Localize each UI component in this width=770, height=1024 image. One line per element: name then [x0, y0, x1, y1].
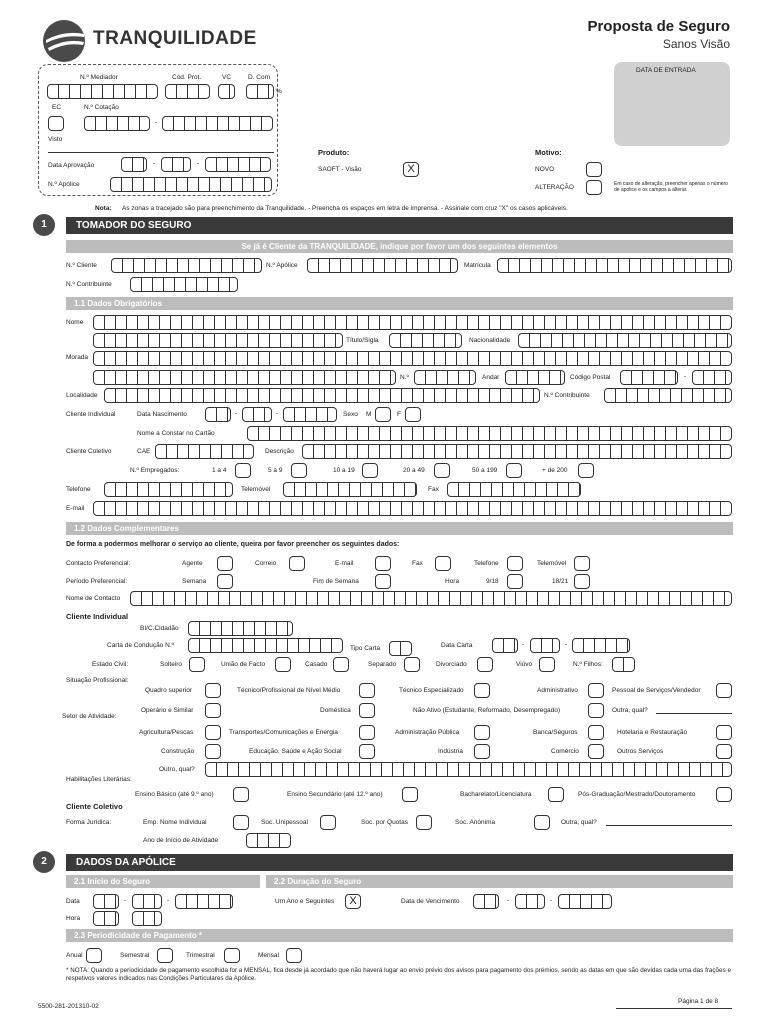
- soc-anonima-label: Soc. Anónima: [455, 819, 496, 826]
- n-contribuinte-label: N.º Contribuinte: [66, 281, 112, 288]
- ensino-sec-checkbox[interactable]: [402, 787, 418, 802]
- contacto-telemovel-checkbox[interactable]: [574, 556, 590, 571]
- aprovacao-year[interactable]: [205, 157, 271, 172]
- section-number: 1: [33, 214, 55, 236]
- mediador-label: N.º Mediador: [80, 74, 118, 81]
- inicio-bar: 2.1 Início do Seguro: [66, 875, 260, 888]
- casado-label: Casado: [305, 661, 328, 668]
- emp-2-label: 5 a 9: [268, 467, 283, 474]
- contacto-telefone-checkbox[interactable]: [507, 556, 523, 571]
- ec-field[interactable]: [48, 116, 64, 131]
- footer-line: [616, 1008, 732, 1009]
- semana-checkbox[interactable]: [217, 574, 233, 589]
- educacao-label: Educação, Saúde e Ação Social: [249, 748, 342, 755]
- andar-field[interactable]: [505, 370, 565, 385]
- nome-field-2[interactable]: [93, 333, 343, 348]
- hotelaria-label: Hotelaria e Restauração: [617, 729, 688, 736]
- telefone-label: Telefone: [66, 486, 91, 493]
- trimestral-checkbox[interactable]: [224, 948, 240, 963]
- contacto-fax-checkbox[interactable]: [435, 556, 451, 571]
- contacto-fax-label: Fax: [412, 560, 423, 567]
- inicio-month[interactable]: [132, 894, 162, 909]
- solteiro-label: Solteiro: [160, 661, 183, 668]
- d-com-field[interactable]: [246, 84, 274, 99]
- periodo-pref-label: Período Preferencial:: [66, 578, 128, 585]
- anual-checkbox[interactable]: [86, 948, 102, 963]
- produto-value: SAOFT - Visão: [318, 166, 362, 173]
- compl-bar: 1.2 Dados Complementares: [66, 522, 733, 535]
- nome-cartao-field[interactable]: [247, 426, 732, 441]
- inicio-day[interactable]: [93, 894, 119, 909]
- aprovacao-day[interactable]: [121, 157, 147, 172]
- agente-label: Agente: [182, 560, 203, 567]
- data-nascimento-label: Data Nascimento: [137, 411, 187, 418]
- soc-unipessoal-label: Soc. Unipessoal: [261, 819, 308, 826]
- emp-nome-label: Emp. Nome Individual: [143, 819, 207, 826]
- contacto-email-label: E-mail: [335, 560, 354, 567]
- nacionalidade-label: Nacionalidade: [469, 337, 511, 344]
- dash: -: [550, 897, 553, 904]
- agricultura-label: Agricultura/Pescas: [139, 729, 194, 736]
- semestral-label: Semestral: [120, 952, 150, 959]
- adm-publica-label: Administração Pública: [395, 729, 460, 736]
- data-aprovacao-label: Data Aprovação: [48, 162, 95, 169]
- entry-date-box: [614, 62, 730, 146]
- nota-text: * NOTA: Quando a periodicidade de pagamento escolhida for a MENSAL, fica desde já acordado que não haverá lugar ao envio prévio dos avisos para pagamento dos prémios, sendo as datas em que são devidas cada uma das frações e respetivos valores indicados nas Condições Particulares da Apólice.: [66, 967, 731, 982]
- filhos-field[interactable]: [612, 657, 635, 672]
- outra-qual-label: Outra, qual?: [612, 707, 648, 714]
- uniao-checkbox[interactable]: [275, 657, 291, 672]
- emp-3-checkbox[interactable]: [362, 463, 378, 478]
- estado-civil-label: Estado Civil:: [92, 661, 129, 668]
- n-cliente-label: N.º Cliente: [66, 262, 97, 269]
- separado-label: Separado: [368, 661, 397, 668]
- educacao-checkbox[interactable]: [359, 744, 375, 759]
- separado-checkbox[interactable]: [404, 657, 420, 672]
- section-number: 2: [33, 851, 55, 873]
- contacto-email-checkbox[interactable]: [375, 556, 391, 571]
- obrig-bar: 1.1 Dados Obrigatórios: [66, 297, 733, 310]
- cae-label: CAE: [137, 448, 151, 455]
- compl-intro: De forma a podermos melhorar o serviço ao cliente, queira por favor preencher os seguintes dados:: [66, 541, 400, 548]
- banca-label: Banca/Seguros: [533, 729, 578, 736]
- ensino-basico-label: Ensino Básico (até 9.º ano): [135, 791, 214, 798]
- soc-unipessoal-checkbox[interactable]: [320, 815, 336, 830]
- cod-prot-field[interactable]: [165, 84, 210, 99]
- page-subtitle: Sanos Visão: [662, 37, 730, 51]
- tecnico-medio-label: Técnico/Profissional de Nível Médio: [237, 687, 341, 694]
- nome-contacto-field[interactable]: [130, 591, 732, 606]
- comercio-checkbox[interactable]: [588, 744, 604, 759]
- fim-semana-label: Fim de Semana: [313, 578, 359, 585]
- matricula-label: Matrícula: [464, 262, 491, 269]
- pos-grad-label: Pós-Graduação/Mestrado/Doutoramento: [578, 791, 696, 798]
- dash: -: [522, 641, 525, 648]
- emp-1-label: 1 a 4: [212, 467, 227, 474]
- ensino-sec-label: Ensino Secundário (até 12.º ano): [287, 791, 383, 798]
- vencimento-year[interactable]: [558, 894, 612, 909]
- um-ano-checkbox[interactable]: X: [345, 894, 361, 909]
- construcao-checkbox[interactable]: [205, 744, 221, 759]
- viuvo-label: Viúvo: [516, 661, 533, 668]
- telefone-field[interactable]: [104, 482, 233, 497]
- hora-1-checkbox[interactable]: [507, 574, 523, 589]
- brand-name: TRANQUILIDADE: [93, 28, 257, 49]
- descricao-label: Descrição: [265, 448, 294, 455]
- nasc-day[interactable]: [205, 407, 231, 422]
- cotacao-label: N.º Cotação: [84, 104, 119, 111]
- ensino-basico-checkbox[interactable]: [233, 787, 249, 802]
- contribuinte-label: N.º Contribuinte: [544, 392, 590, 399]
- quadro-label: Quadro superior: [145, 687, 192, 694]
- codigo-postal-label: Código Postal: [570, 374, 611, 381]
- email-field[interactable]: [93, 501, 732, 516]
- email-label: E-mail: [66, 505, 85, 512]
- descricao-field[interactable]: [302, 444, 732, 459]
- sexo-m-label: M: [366, 411, 372, 418]
- motivo-label: Motivo:: [535, 148, 562, 157]
- mensal-label: Mensal: [258, 952, 279, 959]
- correio-label: Correio: [255, 560, 277, 567]
- nacionalidade-field[interactable]: [518, 333, 732, 348]
- outros-servicos-label: Outros Serviços: [617, 748, 664, 755]
- nasc-year[interactable]: [283, 407, 337, 422]
- soc-anonima-checkbox[interactable]: [534, 815, 550, 830]
- data-vencimento-label: Data de Vencimento: [401, 898, 460, 905]
- emp-4-label: 20 a 49: [403, 467, 425, 474]
- setor-label: Setor de Atividade:: [62, 713, 117, 720]
- morada-field-2[interactable]: [93, 370, 396, 385]
- hora-field-1[interactable]: [93, 911, 119, 926]
- d-com-label: D. Com: [248, 74, 271, 81]
- carta-month[interactable]: [530, 638, 560, 653]
- period-bar: 2.3 Periodicidade de Pagamento *: [66, 929, 733, 942]
- emp-3-label: 10 a 19: [333, 467, 355, 474]
- footer-code: 5500-281-201310-02: [38, 1003, 99, 1010]
- vc-label: VC: [222, 74, 232, 81]
- nome-label: Nome: [66, 319, 84, 326]
- dash: -: [565, 641, 568, 648]
- nasc-month[interactable]: [242, 407, 272, 422]
- agricultura-checkbox[interactable]: [205, 725, 221, 740]
- administrativo-checkbox[interactable]: [588, 683, 604, 698]
- dash: -: [235, 410, 238, 417]
- emp-6-checkbox[interactable]: [578, 463, 594, 478]
- nome-contacto-label: Nome de Contacto: [66, 595, 121, 602]
- mediador-field[interactable]: [47, 84, 158, 99]
- industria-label: Indústria: [438, 748, 463, 755]
- semestral-checkbox[interactable]: [157, 948, 173, 963]
- telemovel-field[interactable]: [283, 482, 417, 497]
- hora-field-2[interactable]: [132, 911, 162, 926]
- titulo-field[interactable]: [389, 333, 462, 348]
- alteracao-note: Em caso de alteração, preencher apenas o número de apólice e os campos a alterar.: [614, 181, 728, 193]
- tipo-carta-field[interactable]: [389, 641, 412, 656]
- ci-title: Cliente Individual: [66, 612, 129, 621]
- tecnico-medio-checkbox[interactable]: [359, 683, 375, 698]
- contacto-pref-label: Contacto Preferencial:: [66, 560, 131, 567]
- produto-checkbox[interactable]: X: [403, 162, 419, 177]
- hotelaria-checkbox[interactable]: [716, 725, 732, 740]
- emp-6-label: + de 200: [542, 467, 568, 474]
- telemovel-label: Telemóvel: [241, 486, 271, 493]
- divorciado-label: Divorciado: [436, 661, 467, 668]
- alteracao-checkbox[interactable]: [586, 180, 602, 195]
- n-cliente-field[interactable]: [111, 258, 262, 273]
- habilitacoes-label: Habilitações Literárias:: [66, 776, 132, 783]
- dash: -: [276, 410, 279, 417]
- nao-ativo-label: Não Ativo (Estudante, Reformado, Desempregado): [413, 707, 561, 714]
- outro-qual-field[interactable]: [205, 762, 732, 777]
- transportes-label: Transportes/Comunicações e Energia: [229, 729, 338, 736]
- duracao-bar: 2.2 Duração do Seguro: [266, 875, 733, 888]
- fax-field[interactable]: [447, 482, 581, 497]
- cp-field-2[interactable]: [692, 370, 732, 385]
- anual-label: Anual: [66, 952, 83, 959]
- dash: -: [507, 897, 510, 904]
- bi-field[interactable]: [188, 621, 293, 636]
- n-apolice-field[interactable]: [307, 258, 458, 273]
- emp-5-checkbox[interactable]: [506, 463, 522, 478]
- apolice-label: N.º Apólice: [48, 181, 80, 188]
- bacharelato-label: Bacharelato/Licenciatura: [460, 791, 532, 798]
- bi-label: BI/C.Cidadão: [140, 625, 179, 632]
- note-text: As zonas a tracejado são para preenchimento da Tranquilidade. - Preencha os espaços em letra de imprensa. - Assinale com cruz "X" os casos aplicáveis.: [122, 205, 568, 212]
- casado-checkbox[interactable]: [333, 657, 349, 672]
- contacto-telefone-label: Telefone: [474, 560, 499, 567]
- cc-title: Cliente Coletivo: [66, 802, 123, 811]
- transportes-checkbox[interactable]: [359, 725, 375, 740]
- numero-label: N.º: [400, 374, 409, 381]
- section-title: TOMADOR DO SEGURO: [66, 217, 733, 234]
- carta-field[interactable]: [188, 638, 343, 653]
- soc-quotas-label: Soc. por Quotas: [361, 819, 408, 826]
- industria-checkbox[interactable]: [474, 744, 490, 759]
- vencimento-day[interactable]: [473, 894, 499, 909]
- emp-5-label: 50 a 199: [472, 467, 498, 474]
- emp-2-checkbox[interactable]: [291, 463, 307, 478]
- outra-qual2-line[interactable]: [606, 825, 732, 826]
- cod-prot-label: Cód. Prot.: [172, 74, 202, 81]
- hora-2-checkbox[interactable]: [574, 574, 590, 589]
- tecnico-esp-checkbox[interactable]: [474, 683, 490, 698]
- apolice-field[interactable]: [110, 177, 272, 192]
- produto-label: Produto:: [318, 148, 350, 157]
- tranquilidade-logo-icon: [40, 18, 90, 64]
- outra-qual2-label: Outra, qual?: [561, 819, 597, 826]
- novo-checkbox[interactable]: [586, 162, 602, 177]
- carta-label: Carta de Condução N.º: [107, 642, 175, 649]
- nao-ativo-checkbox[interactable]: [588, 703, 604, 718]
- fim-semana-checkbox[interactable]: [375, 574, 391, 589]
- quadro-checkbox[interactable]: [205, 683, 221, 698]
- dash: -: [684, 373, 687, 380]
- empregados-label: N.º Empregados:: [130, 467, 180, 474]
- uniao-label: União de Facto: [221, 661, 266, 668]
- hora-label: Hora: [445, 578, 460, 585]
- emp-nome-checkbox[interactable]: [233, 815, 249, 830]
- n-apolice-label: N.º Apólice: [266, 262, 298, 269]
- morada-field-1[interactable]: [93, 351, 732, 366]
- percent-label: %: [276, 88, 282, 95]
- visto-label: Visto: [48, 136, 63, 143]
- tipo-carta-label: Tipo Carta: [350, 645, 381, 652]
- operario-label: Operário e Similar: [141, 707, 194, 714]
- mensal-checkbox[interactable]: [286, 948, 302, 963]
- page-title: Proposta de Seguro: [587, 18, 730, 35]
- agente-checkbox[interactable]: [217, 556, 233, 571]
- ec-label: EC: [52, 104, 62, 111]
- filhos-label: N.º Filhos:: [573, 661, 603, 668]
- sexo-f-label: F: [397, 411, 401, 418]
- dash: -: [153, 160, 156, 167]
- divorciado-checkbox[interactable]: [477, 657, 493, 672]
- ano-inicio-field[interactable]: [246, 833, 291, 848]
- emp-1-checkbox[interactable]: [235, 463, 251, 478]
- domestica-checkbox[interactable]: [359, 703, 375, 718]
- banca-checkbox[interactable]: [588, 725, 604, 740]
- carta-day[interactable]: [492, 638, 518, 653]
- adm-publica-checkbox[interactable]: [474, 725, 490, 740]
- matricula-field[interactable]: [497, 258, 732, 273]
- cotacao-field-2[interactable]: [162, 116, 273, 131]
- sexo-m-checkbox[interactable]: [375, 407, 391, 422]
- data-carta-label: Data Carta: [441, 642, 473, 649]
- dash: -: [197, 160, 200, 167]
- titulo-label: Título/Sigla: [346, 337, 379, 344]
- nome-field-1[interactable]: [93, 315, 732, 330]
- correio-checkbox[interactable]: [289, 556, 305, 571]
- emp-4-checkbox[interactable]: [434, 463, 450, 478]
- alteracao-label: ALTERAÇÃO: [535, 184, 574, 191]
- novo-label: NOVO: [535, 166, 555, 173]
- solteiro-checkbox[interactable]: [189, 657, 205, 672]
- section-title: DADOS DA APÓLICE: [66, 854, 733, 871]
- fax-label: Fax: [428, 486, 439, 493]
- semana-label: Semana: [182, 578, 207, 585]
- n-contribuinte-field[interactable]: [130, 277, 238, 292]
- cp-field-1[interactable]: [620, 370, 678, 385]
- domestica-label: Doméstica: [320, 707, 351, 714]
- comercio-label: Comércio: [551, 748, 579, 755]
- numero-field[interactable]: [414, 370, 476, 385]
- operario-checkbox[interactable]: [205, 703, 221, 718]
- outros-servicos-checkbox[interactable]: [716, 744, 732, 759]
- ano-inicio-label: Ano de Início de Atividade: [143, 837, 219, 844]
- dash: -: [124, 897, 127, 904]
- entry-date-label: DATA DE ENTRADA: [636, 67, 696, 74]
- localidade-field[interactable]: [104, 388, 540, 403]
- viuvo-checkbox[interactable]: [539, 657, 555, 672]
- vc-field[interactable]: [218, 84, 235, 99]
- forma-juridica-label: Forma Jurídica:: [66, 819, 112, 826]
- trimestral-label: Trimestral: [186, 952, 215, 959]
- bacharelato-checkbox[interactable]: [548, 787, 564, 802]
- pessoal-label: Pessoal de Serviços/Vendedor: [612, 687, 701, 694]
- sexo-f-checkbox[interactable]: [405, 407, 421, 422]
- vencimento-month[interactable]: [515, 894, 545, 909]
- dash: -: [155, 119, 158, 126]
- page-number: Página 1 de 8: [678, 998, 719, 1005]
- pos-grad-checkbox[interactable]: [716, 787, 732, 802]
- cotacao-field-1[interactable]: [84, 116, 150, 131]
- inicio-data-label: Data: [66, 898, 80, 905]
- situacao-label: Situação Profissional:: [66, 677, 129, 684]
- outra-qual-line[interactable]: [656, 713, 732, 714]
- visto-line: [48, 152, 274, 153]
- cae-field[interactable]: [155, 444, 254, 459]
- outro-qual-label: Outro, qual?: [159, 766, 195, 773]
- carta-year[interactable]: [572, 638, 630, 653]
- um-ano-label: Um Ano e Seguintes: [275, 898, 335, 905]
- soc-quotas-checkbox[interactable]: [416, 815, 432, 830]
- contribuinte-field[interactable]: [604, 388, 732, 403]
- inicio-year[interactable]: [175, 894, 233, 909]
- client-bar: Se já é Cliente da TRANQUILIDADE, indique por favor um dos seguintes elementos: [66, 240, 733, 253]
- sexo-label: Sexo: [343, 411, 358, 418]
- aprovacao-month[interactable]: [161, 157, 191, 172]
- dash: -: [167, 897, 170, 904]
- localidade-label: Localidade: [66, 392, 98, 399]
- administrativo-label: Administrativo: [537, 687, 578, 694]
- morada-label: Morada: [66, 354, 89, 361]
- construcao-label: Construção: [161, 748, 195, 755]
- andar-label: Andar: [482, 374, 500, 381]
- pessoal-checkbox[interactable]: [716, 683, 732, 698]
- cliente-coletivo-label: Cliente Coletivo: [66, 448, 112, 455]
- hora-2-label: 18/21: [552, 578, 569, 585]
- hora-1-label: 9/18: [486, 578, 499, 585]
- cliente-individual-label: Cliente Individual: [66, 411, 116, 418]
- tecnico-esp-label: Técnico Especializado: [399, 687, 464, 694]
- note-label: Nota:: [95, 205, 112, 212]
- contacto-telemovel-label: Telemóvel: [537, 560, 567, 567]
- inicio-hora-label: Hora: [66, 915, 81, 922]
- nome-cartao-label: Nome a Constar no Cartão: [137, 430, 215, 437]
